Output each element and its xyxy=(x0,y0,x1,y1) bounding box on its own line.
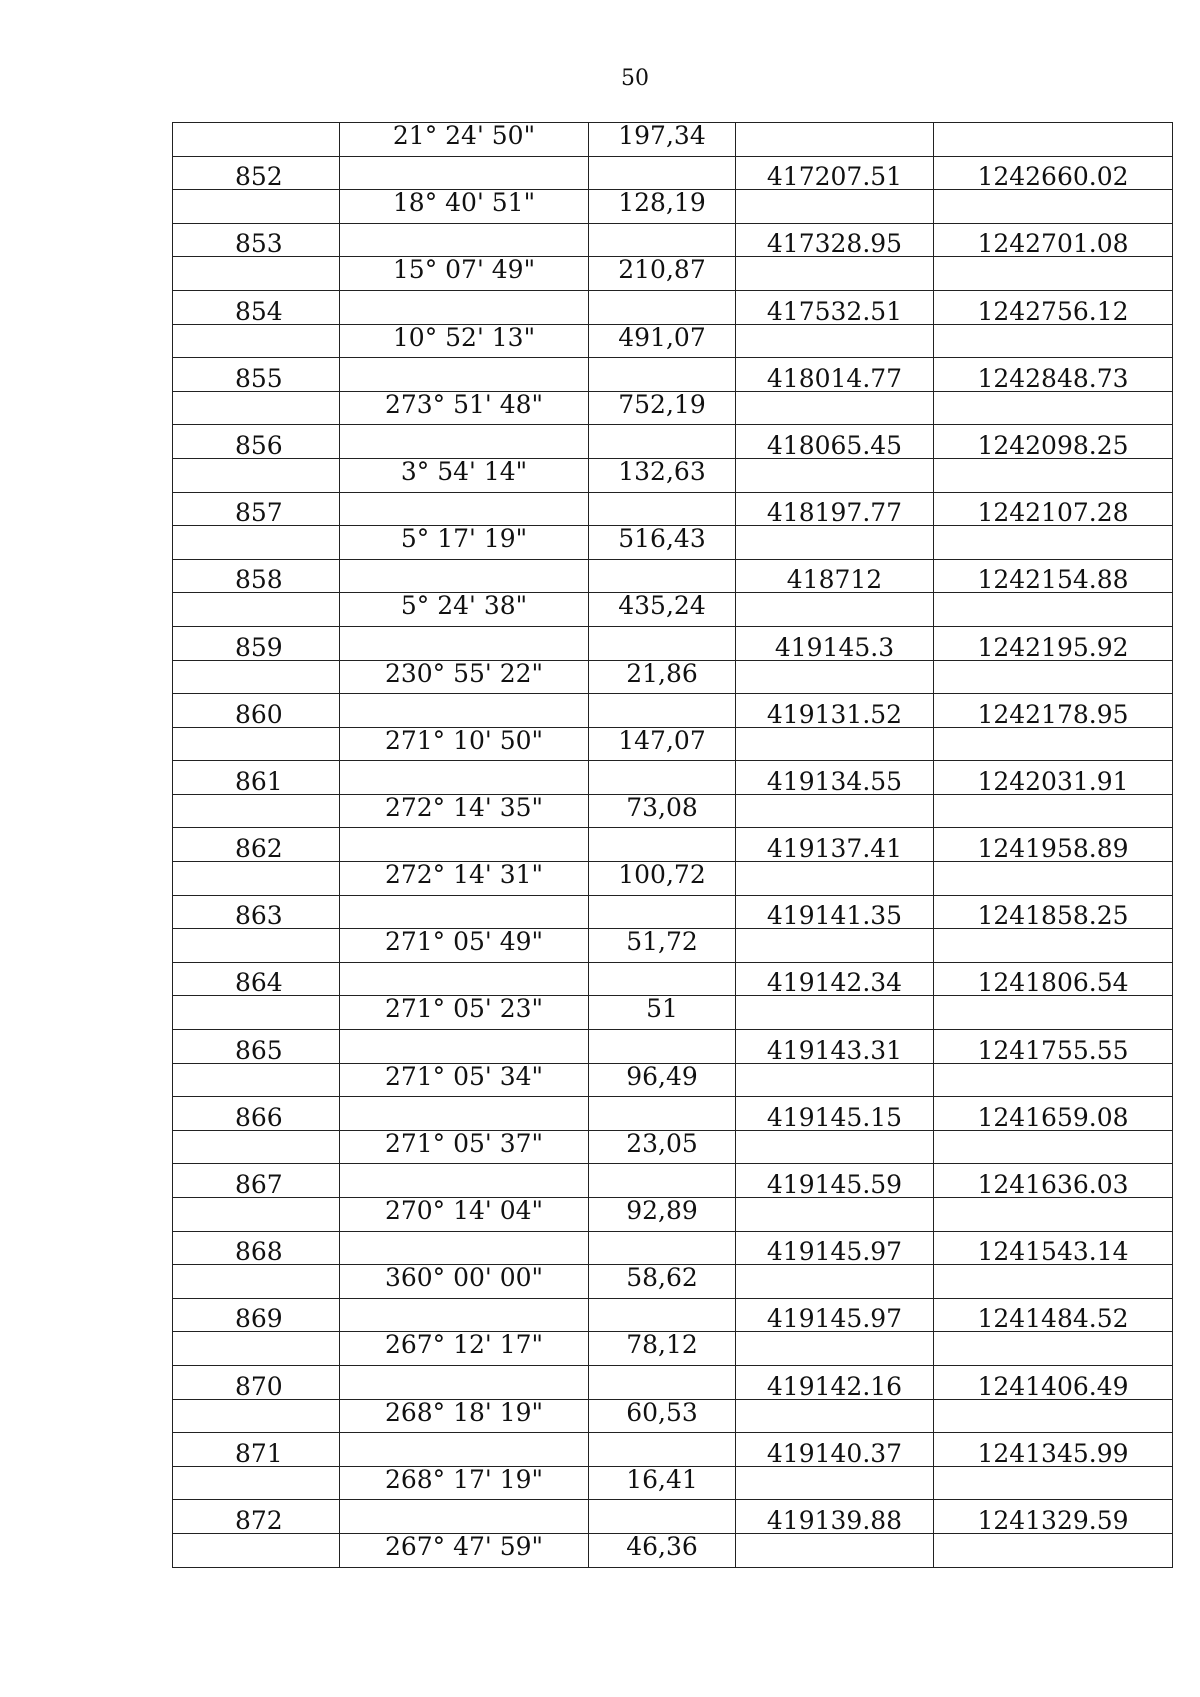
x-coordinate-cell xyxy=(736,1332,934,1366)
x-coordinate-cell: 419145.3 xyxy=(736,626,934,660)
bearing-cell: 271° 05' 49" xyxy=(340,929,589,963)
bearing-cell xyxy=(340,895,589,929)
bearing-cell: 21° 24' 50" xyxy=(340,123,589,157)
y-coordinate-cell xyxy=(934,1533,1173,1567)
point-number-cell xyxy=(173,660,340,694)
y-coordinate-cell: 1242756.12 xyxy=(934,290,1173,324)
y-coordinate-cell: 1242178.95 xyxy=(934,694,1173,728)
x-coordinate-cell xyxy=(736,1466,934,1500)
y-coordinate-cell xyxy=(934,727,1173,761)
x-coordinate-cell: 419139.88 xyxy=(736,1500,934,1534)
distance-cell xyxy=(589,156,736,190)
bearing-cell xyxy=(340,1231,589,1265)
bearing-cell: 5° 17' 19" xyxy=(340,526,589,560)
y-coordinate-cell: 1241484.52 xyxy=(934,1298,1173,1332)
y-coordinate-cell xyxy=(934,1265,1173,1299)
x-coordinate-cell xyxy=(736,526,934,560)
distance-cell xyxy=(589,290,736,324)
y-coordinate-cell xyxy=(934,190,1173,224)
x-coordinate-cell xyxy=(736,1063,934,1097)
x-coordinate-cell xyxy=(736,324,934,358)
x-coordinate-cell: 419142.34 xyxy=(736,962,934,996)
distance-cell xyxy=(589,1500,736,1534)
point-number-cell: 862 xyxy=(173,828,340,862)
bearing-cell: 271° 10' 50" xyxy=(340,727,589,761)
point-row xyxy=(173,694,1173,728)
x-coordinate-cell xyxy=(736,458,934,492)
point-row xyxy=(173,761,1173,795)
point-number-cell xyxy=(173,1198,340,1232)
distance-cell: 516,43 xyxy=(589,526,736,560)
bearing-cell xyxy=(340,962,589,996)
y-coordinate-cell xyxy=(934,123,1173,157)
x-coordinate-cell xyxy=(736,660,934,694)
bearing-cell: 267° 47' 59" xyxy=(340,1533,589,1567)
distance-cell xyxy=(589,1164,736,1198)
x-coordinate-cell xyxy=(736,1130,934,1164)
point-row xyxy=(173,290,1173,324)
bearing-cell xyxy=(340,1164,589,1198)
x-coordinate-cell: 419137.41 xyxy=(736,828,934,862)
x-coordinate-cell xyxy=(736,593,934,627)
bearing-cell: 271° 05' 23" xyxy=(340,996,589,1030)
bearing-cell xyxy=(340,828,589,862)
distance-cell: 58,62 xyxy=(589,1265,736,1299)
distance-cell xyxy=(589,492,736,526)
x-coordinate-cell xyxy=(736,1399,934,1433)
distance-cell: 78,12 xyxy=(589,1332,736,1366)
y-coordinate-cell xyxy=(934,324,1173,358)
distance-cell xyxy=(589,425,736,459)
bearing-cell: 230° 55' 22" xyxy=(340,660,589,694)
bearing-cell xyxy=(340,694,589,728)
distance-cell xyxy=(589,358,736,392)
x-coordinate-cell xyxy=(736,929,934,963)
bearing-cell: 18° 40' 51" xyxy=(340,190,589,224)
y-coordinate-cell: 1241636.03 xyxy=(934,1164,1173,1198)
point-number-cell xyxy=(173,1466,340,1500)
y-coordinate-cell xyxy=(934,593,1173,627)
bearing-cell: 272° 14' 31" xyxy=(340,862,589,896)
segment-row xyxy=(173,1198,1173,1232)
segment-row xyxy=(173,1399,1173,1433)
x-coordinate-cell: 418712 xyxy=(736,559,934,593)
y-coordinate-cell: 1242701.08 xyxy=(934,223,1173,257)
bearing-cell xyxy=(340,492,589,526)
point-row xyxy=(173,156,1173,190)
y-coordinate-cell xyxy=(934,1198,1173,1232)
segment-row xyxy=(173,1332,1173,1366)
distance-cell: 73,08 xyxy=(589,794,736,828)
y-coordinate-cell xyxy=(934,526,1173,560)
segment-row xyxy=(173,660,1173,694)
x-coordinate-cell: 419142.16 xyxy=(736,1365,934,1399)
point-row xyxy=(173,828,1173,862)
segment-row xyxy=(173,1533,1173,1567)
point-row xyxy=(173,1433,1173,1467)
bearing-cell: 271° 05' 34" xyxy=(340,1063,589,1097)
y-coordinate-cell: 1242098.25 xyxy=(934,425,1173,459)
point-row xyxy=(173,492,1173,526)
point-row xyxy=(173,425,1173,459)
point-number-cell xyxy=(173,929,340,963)
segment-row xyxy=(173,190,1173,224)
segment-row xyxy=(173,1130,1173,1164)
point-number-cell xyxy=(173,996,340,1030)
distance-cell xyxy=(589,1030,736,1064)
x-coordinate-cell xyxy=(736,996,934,1030)
segment-row xyxy=(173,257,1173,291)
point-row xyxy=(173,1030,1173,1064)
distance-cell xyxy=(589,1097,736,1131)
point-row xyxy=(173,559,1173,593)
y-coordinate-cell xyxy=(934,257,1173,291)
point-row xyxy=(173,223,1173,257)
point-number-cell xyxy=(173,727,340,761)
point-number-cell: 863 xyxy=(173,895,340,929)
segment-row xyxy=(173,1063,1173,1097)
distance-cell xyxy=(589,694,736,728)
x-coordinate-cell: 419145.97 xyxy=(736,1298,934,1332)
segment-row xyxy=(173,727,1173,761)
distance-cell: 100,72 xyxy=(589,862,736,896)
distance-cell: 132,63 xyxy=(589,458,736,492)
point-number-cell: 867 xyxy=(173,1164,340,1198)
point-number-cell xyxy=(173,526,340,560)
y-coordinate-cell xyxy=(934,996,1173,1030)
x-coordinate-cell xyxy=(736,794,934,828)
point-number-cell: 870 xyxy=(173,1365,340,1399)
page-number: 50 xyxy=(621,66,649,91)
point-number-cell: 865 xyxy=(173,1030,340,1064)
y-coordinate-cell: 1241329.59 xyxy=(934,1500,1173,1534)
point-number-cell xyxy=(173,794,340,828)
distance-cell: 147,07 xyxy=(589,727,736,761)
point-number-cell: 866 xyxy=(173,1097,340,1131)
x-coordinate-cell: 419143.31 xyxy=(736,1030,934,1064)
bearing-cell: 10° 52' 13" xyxy=(340,324,589,358)
bearing-cell xyxy=(340,223,589,257)
point-number-cell xyxy=(173,123,340,157)
x-coordinate-cell: 419145.59 xyxy=(736,1164,934,1198)
bearing-cell: 271° 05' 37" xyxy=(340,1130,589,1164)
point-number-cell xyxy=(173,1399,340,1433)
point-number-cell: 868 xyxy=(173,1231,340,1265)
bearing-cell xyxy=(340,761,589,795)
point-number-cell: 861 xyxy=(173,761,340,795)
segment-row xyxy=(173,593,1173,627)
point-row xyxy=(173,626,1173,660)
y-coordinate-cell xyxy=(934,1130,1173,1164)
bearing-cell: 5° 24' 38" xyxy=(340,593,589,627)
segment-row xyxy=(173,1466,1173,1500)
coordinate-table-body xyxy=(173,123,1173,1568)
distance-cell: 128,19 xyxy=(589,190,736,224)
point-number-cell: 858 xyxy=(173,559,340,593)
point-number-cell xyxy=(173,1533,340,1567)
point-number-cell: 872 xyxy=(173,1500,340,1534)
point-number-cell xyxy=(173,257,340,291)
y-coordinate-cell: 1241858.25 xyxy=(934,895,1173,929)
point-number-cell: 857 xyxy=(173,492,340,526)
distance-cell: 96,49 xyxy=(589,1063,736,1097)
point-number-cell: 854 xyxy=(173,290,340,324)
distance-cell xyxy=(589,761,736,795)
y-coordinate-cell: 1241659.08 xyxy=(934,1097,1173,1131)
y-coordinate-cell: 1242107.28 xyxy=(934,492,1173,526)
point-row xyxy=(173,1365,1173,1399)
distance-cell xyxy=(589,895,736,929)
distance-cell: 51,72 xyxy=(589,929,736,963)
x-coordinate-cell: 418065.45 xyxy=(736,425,934,459)
point-number-cell xyxy=(173,391,340,425)
point-number-cell xyxy=(173,593,340,627)
segment-row xyxy=(173,929,1173,963)
x-coordinate-cell: 419131.52 xyxy=(736,694,934,728)
segment-row xyxy=(173,123,1173,157)
distance-cell: 752,19 xyxy=(589,391,736,425)
point-number-cell: 853 xyxy=(173,223,340,257)
bearing-cell xyxy=(340,1097,589,1131)
distance-cell xyxy=(589,1365,736,1399)
x-coordinate-cell: 417328.95 xyxy=(736,223,934,257)
point-row xyxy=(173,895,1173,929)
distance-cell: 60,53 xyxy=(589,1399,736,1433)
bearing-cell: 268° 18' 19" xyxy=(340,1399,589,1433)
point-number-cell xyxy=(173,1130,340,1164)
point-row xyxy=(173,1500,1173,1534)
point-number-cell: 852 xyxy=(173,156,340,190)
point-number-cell: 864 xyxy=(173,962,340,996)
x-coordinate-cell xyxy=(736,257,934,291)
point-number-cell xyxy=(173,1265,340,1299)
segment-row xyxy=(173,324,1173,358)
y-coordinate-cell xyxy=(934,794,1173,828)
segment-row xyxy=(173,526,1173,560)
y-coordinate-cell xyxy=(934,1332,1173,1366)
distance-cell: 435,24 xyxy=(589,593,736,627)
x-coordinate-cell xyxy=(736,1533,934,1567)
bearing-cell: 15° 07' 49" xyxy=(340,257,589,291)
x-coordinate-cell: 419145.15 xyxy=(736,1097,934,1131)
y-coordinate-cell xyxy=(934,391,1173,425)
bearing-cell xyxy=(340,290,589,324)
distance-cell xyxy=(589,626,736,660)
bearing-cell xyxy=(340,559,589,593)
y-coordinate-cell xyxy=(934,929,1173,963)
x-coordinate-cell xyxy=(736,190,934,224)
distance-cell xyxy=(589,559,736,593)
bearing-cell: 267° 12' 17" xyxy=(340,1332,589,1366)
y-coordinate-cell xyxy=(934,1466,1173,1500)
y-coordinate-cell: 1241406.49 xyxy=(934,1365,1173,1399)
point-number-cell: 869 xyxy=(173,1298,340,1332)
x-coordinate-cell: 418197.77 xyxy=(736,492,934,526)
bearing-cell xyxy=(340,156,589,190)
point-number-cell: 856 xyxy=(173,425,340,459)
point-number-cell: 860 xyxy=(173,694,340,728)
coordinate-table xyxy=(172,122,1173,1568)
point-row xyxy=(173,1231,1173,1265)
segment-row xyxy=(173,391,1173,425)
point-row xyxy=(173,358,1173,392)
bearing-cell: 360° 00' 00" xyxy=(340,1265,589,1299)
bearing-cell: 270° 14' 04" xyxy=(340,1198,589,1232)
distance-cell xyxy=(589,1433,736,1467)
distance-cell xyxy=(589,1298,736,1332)
distance-cell: 46,36 xyxy=(589,1533,736,1567)
x-coordinate-cell xyxy=(736,862,934,896)
point-number-cell: 855 xyxy=(173,358,340,392)
y-coordinate-cell: 1241806.54 xyxy=(934,962,1173,996)
bearing-cell xyxy=(340,1298,589,1332)
distance-cell: 23,05 xyxy=(589,1130,736,1164)
y-coordinate-cell: 1242154.88 xyxy=(934,559,1173,593)
y-coordinate-cell xyxy=(934,660,1173,694)
y-coordinate-cell xyxy=(934,862,1173,896)
bearing-cell: 272° 14' 35" xyxy=(340,794,589,828)
y-coordinate-cell: 1241755.55 xyxy=(934,1030,1173,1064)
x-coordinate-cell xyxy=(736,1198,934,1232)
bearing-cell: 3° 54' 14" xyxy=(340,458,589,492)
bearing-cell xyxy=(340,626,589,660)
distance-cell: 197,34 xyxy=(589,123,736,157)
y-coordinate-cell xyxy=(934,458,1173,492)
segment-row xyxy=(173,862,1173,896)
y-coordinate-cell: 1242031.91 xyxy=(934,761,1173,795)
segment-row xyxy=(173,794,1173,828)
x-coordinate-cell: 417207.51 xyxy=(736,156,934,190)
distance-cell xyxy=(589,962,736,996)
x-coordinate-cell: 417532.51 xyxy=(736,290,934,324)
distance-cell: 92,89 xyxy=(589,1198,736,1232)
distance-cell: 210,87 xyxy=(589,257,736,291)
y-coordinate-cell xyxy=(934,1399,1173,1433)
bearing-cell xyxy=(340,425,589,459)
bearing-cell xyxy=(340,1500,589,1534)
bearing-cell xyxy=(340,1433,589,1467)
point-number-cell: 871 xyxy=(173,1433,340,1467)
x-coordinate-cell xyxy=(736,391,934,425)
distance-cell: 51 xyxy=(589,996,736,1030)
y-coordinate-cell: 1242660.02 xyxy=(934,156,1173,190)
point-number-cell xyxy=(173,862,340,896)
point-number-cell xyxy=(173,324,340,358)
x-coordinate-cell xyxy=(736,1265,934,1299)
y-coordinate-cell: 1241345.99 xyxy=(934,1433,1173,1467)
point-number-cell xyxy=(173,1332,340,1366)
distance-cell xyxy=(589,223,736,257)
segment-row xyxy=(173,458,1173,492)
point-row xyxy=(173,1298,1173,1332)
y-coordinate-cell xyxy=(934,1063,1173,1097)
point-number-cell xyxy=(173,190,340,224)
x-coordinate-cell xyxy=(736,123,934,157)
x-coordinate-cell: 418014.77 xyxy=(736,358,934,392)
bearing-cell xyxy=(340,358,589,392)
bearing-cell: 273° 51' 48" xyxy=(340,391,589,425)
y-coordinate-cell: 1242195.92 xyxy=(934,626,1173,660)
point-row xyxy=(173,962,1173,996)
point-row xyxy=(173,1164,1173,1198)
bearing-cell: 268° 17' 19" xyxy=(340,1466,589,1500)
distance-cell xyxy=(589,1231,736,1265)
point-row xyxy=(173,1097,1173,1131)
y-coordinate-cell: 1241958.89 xyxy=(934,828,1173,862)
y-coordinate-cell: 1241543.14 xyxy=(934,1231,1173,1265)
x-coordinate-cell: 419140.37 xyxy=(736,1433,934,1467)
distance-cell: 16,41 xyxy=(589,1466,736,1500)
point-number-cell xyxy=(173,1063,340,1097)
distance-cell: 21,86 xyxy=(589,660,736,694)
bearing-cell xyxy=(340,1030,589,1064)
x-coordinate-cell xyxy=(736,727,934,761)
distance-cell: 491,07 xyxy=(589,324,736,358)
point-number-cell: 859 xyxy=(173,626,340,660)
x-coordinate-cell: 419134.55 xyxy=(736,761,934,795)
distance-cell xyxy=(589,828,736,862)
bearing-cell xyxy=(340,1365,589,1399)
y-coordinate-cell: 1242848.73 xyxy=(934,358,1173,392)
x-coordinate-cell: 419141.35 xyxy=(736,895,934,929)
point-number-cell xyxy=(173,458,340,492)
x-coordinate-cell: 419145.97 xyxy=(736,1231,934,1265)
segment-row xyxy=(173,1265,1173,1299)
segment-row xyxy=(173,996,1173,1030)
